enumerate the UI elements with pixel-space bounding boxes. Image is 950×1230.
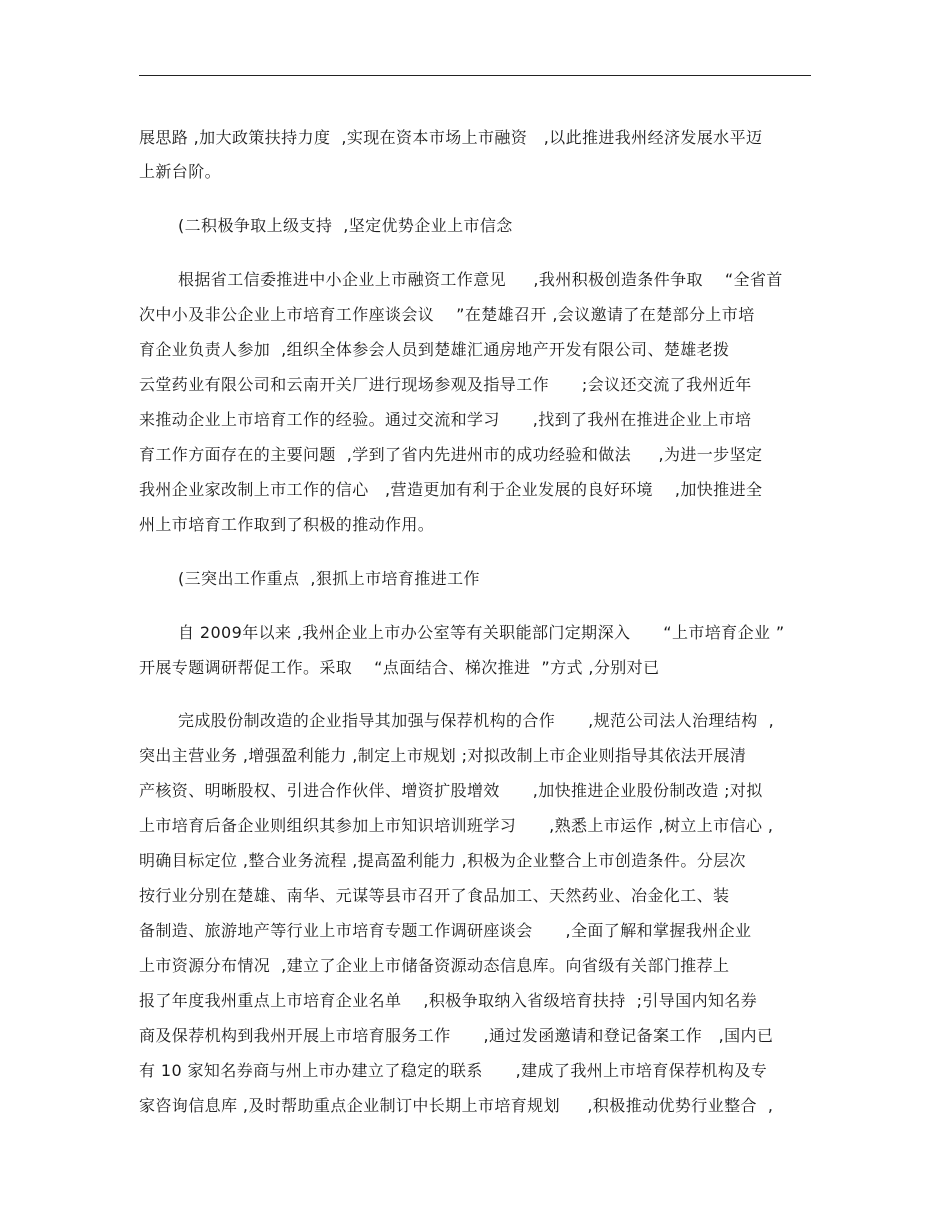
body-text-line: 次中小及非公企业上市培育工作座谈会议 ”在楚雄召开 ,会议邀请了在楚部分上市培 (139, 305, 755, 324)
section-heading: (二积极争取上级支持 ,坚定优势企业上市信念 (178, 216, 513, 235)
body-text-line: 商及保荐机构到我州开展上市培育服务工作 ,通过发函邀请和登记备案工作 ,国内已 (139, 1026, 774, 1045)
body-text-line: 上市资源分布情况 ,建立了企业上市储备资源动态信息库。向省级有关部门推荐上 (139, 956, 730, 975)
body-text-line: 育企业负责人参加 ,组织全体参会人员到楚雄汇通房地产开发有限公司、楚雄老拨 (139, 340, 730, 359)
body-text-line: 家咨询信息库 ,及时帮助重点企业制订中长期上市培育规划 ,积极推动优势行业整合 , (139, 1096, 774, 1115)
body-text-line: 突出主营业务 ,增强盈利能力 ,制定上市规划 ;对拟改制上市企业则指导其依法开展清 (139, 746, 747, 765)
body-text-line: 上新台阶。 (139, 162, 222, 181)
body-text-line: 明确目标定位 ,整合业务流程 ,提高盈利能力 ,积极为企业整合上市创造条件。分层次 (139, 851, 746, 870)
body-text-line: 州上市培育工作取到了积极的推动作用。 (139, 515, 435, 534)
body-text-line: 根据省工信委推进中小企业上市融资工作意见 ,我州积极创造条件争取 “全省首 (178, 270, 783, 289)
body-text-line: 备制造、旅游地产等行业上市培育专题工作调研座谈会 ,全面了解和掌握我州企业 (139, 921, 752, 940)
body-text-line: 按行业分别在楚雄、南华、元谋等县市召开了食品加工、天然药业、冶金化工、装 (139, 886, 730, 905)
body-text-line: 我州企业家改制上市工作的信心 ,营造更加有利于企业发展的良好环境 ,加快推进全 (139, 480, 763, 499)
body-text-line: 有 10 家知名券商与州上市办建立了稳定的联系 ,建成了我州上市培育保荐机构及专 (139, 1061, 768, 1080)
body-text-line: 上市培育后备企业则组织其参加上市知识培训班学习 ,熟悉上市运作 ,树立上市信心 , (139, 816, 774, 835)
body-text-line: 完成股份制改造的企业指导其加强与保荐机构的合作 ,规范公司法人治理结构 , (178, 711, 775, 730)
section-heading: (三突出工作重点 ,狠抓上市培育推进工作 (178, 569, 480, 588)
body-text-line: 育工作方面存在的主要问题 ,学到了省内先进州市的成功经验和做法 ,为进一步坚定 (139, 445, 763, 464)
body-text-line: 产核资、明晰股权、引进合作伙伴、增资扩股增效 ,加快推进企业股份制改造 ;对拟 (139, 781, 763, 800)
body-text-line: 来推动企业上市培育工作的经验。通过交流和学习 ,找到了我州在推进企业上市培 (139, 410, 752, 429)
body-text-line: 云堂药业有限公司和云南开关厂进行现场参观及指导工作 ;会议还交流了我州近年 (139, 375, 752, 394)
body-text-line: 报了年度我州重点上市培育企业名单 ,积极争取纳入省级培育扶持 ;引导国内知名券 (139, 991, 758, 1010)
body-text-line: 自 2009年以来 ,我州企业上市办公室等有关职能部门定期深入 “上市培育企业 ” (178, 623, 785, 642)
body-text-line: 开展专题调研帮促工作。采取 “点面结合、梯次推进 ”方式 ,分别对已 (139, 658, 660, 677)
body-text-line: 展思路 ,加大政策扶持力度 ,实现在资本市场上市融资 ,以此推进我州经济发展水平迈 (139, 128, 763, 147)
header-rule (139, 75, 811, 76)
